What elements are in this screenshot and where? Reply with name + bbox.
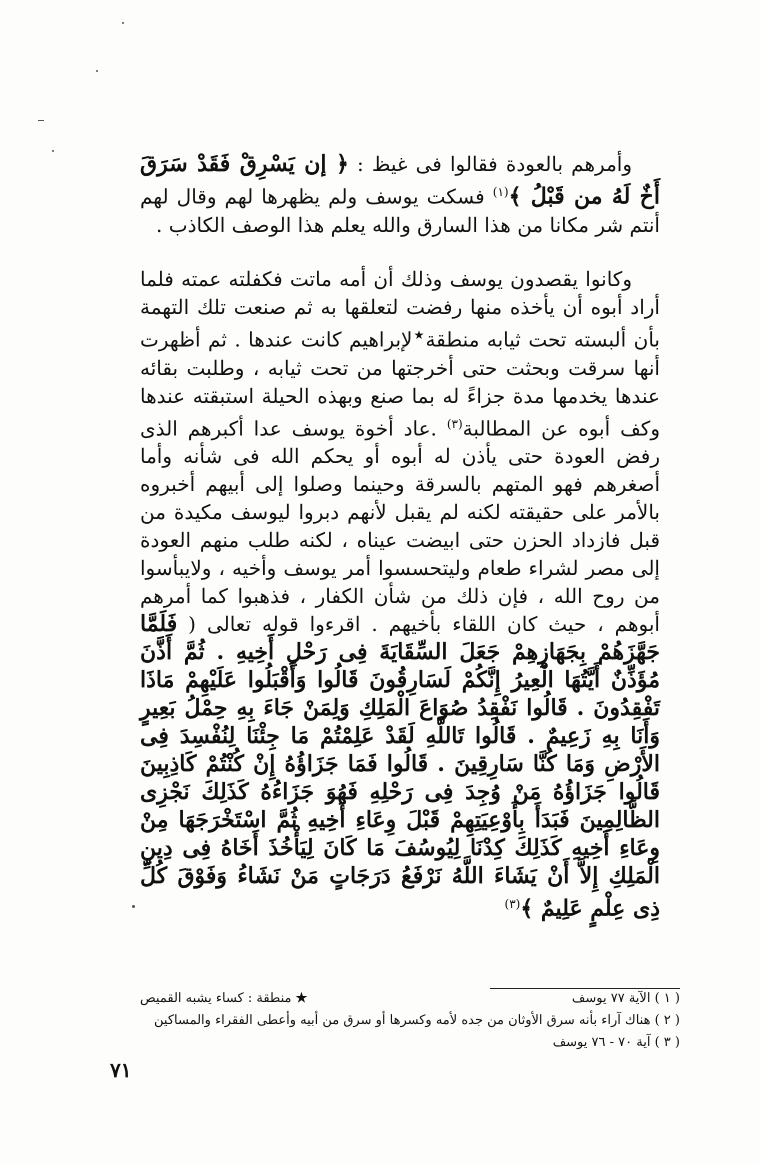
footnote-row-1 — [140, 988, 680, 1010]
paragraph-2-text-b: لإبراهيم كانت عندها . ثم أظهرت أنها سرقت وبحثت حتى أخرجتها من تحت ثيابه ، وطلبت بقائه عندها يخدمها مدة جزاءً له بما صنع وبهذه الحيلة استبقته عندها وكف أبوه عن المطالبة — [140, 327, 660, 441]
footnote-ref-1: (١) — [492, 185, 509, 199]
scan-speck — [122, 22, 124, 24]
page-number: ٧١ — [110, 1058, 132, 1082]
footnote-2: ( ٢ ) هناك آراء بأنه سرق الأوثان من جده لأمه وكسرها أو سرق من أبيه وأعطى الفقراء والمساكين — [154, 1013, 680, 1028]
scan-speck — [38, 120, 44, 121]
quran-quote-1: ﴿ إن يَسْرِقْ فَقَدْ سَرَقَ أَخٌ لَهُ من قَبْلُ ﴾ — [140, 151, 660, 210]
paragraph-1 — [140, 150, 660, 239]
footnote-3: ( ٣ ) آية ٧٠ - ٧٦ يوسف — [552, 1035, 680, 1050]
paragraph-2-text-a: وكانوا يقصدون يوسف وذلك أن أمه ماتت فكفلته عمته فلما أراد أبوه أن يأخذه منها رفضت لتعلقها به ثم صنعت تلك التهمة بأن ألبسته تحت ثيابه منطقة — [140, 267, 660, 352]
footnote-star-text: منطقة : كساء يشبه القميص — [140, 991, 292, 1006]
scan-speck — [96, 70, 98, 72]
paragraph-1-text-b: فسكت يوسف ولم يظهرها لهم وقال لهم أنتم شر مكانا من هذا السارق والله يعلم هذا الوصف الكاذب . — [140, 184, 660, 237]
footnote-rule — [490, 988, 680, 989]
star-icon: ★ — [295, 991, 308, 1006]
star-mark: ★ — [412, 328, 426, 342]
footnote-ref-3: (٣) — [504, 897, 521, 912]
scan-speck — [132, 905, 135, 908]
footnote-1: ( ١ ) الآية ٧٧ يوسف — [571, 991, 680, 1006]
scan-speck — [52, 150, 54, 152]
paragraph-2-text-c: .عاد أخوة يوسف عدا أكبرهم الذى رفض العودة حتى يأذن له أبوه أو يحكم الله فى شأنه وأما أصغرهم فهو المتهم بالسرقة وحينما وصلوا إلى أبيهم أخبروه بالأمر على حقيقته لكنه لم يقبل لأنهم دبروا ليوسف مكيدة من قبل فازداد الحزن حتى ابيضت عيناه ، لكنه طلب منهم العودة إلى مصر لشراء طعام وليتحسسوا أمر يوسف وأخيه ، ولايبأسوا من روح الله ، فإن ذلك من شأن الكفار ، فذهبوا كما أمرهم أبوهم ، حيث كان اللقاء بأخيهم . اقرءوا قوله تعالى ( — [140, 416, 660, 637]
footnote-star — [140, 988, 307, 1010]
paragraph-2 — [140, 265, 660, 923]
footnote-ref-2: (٣) — [446, 416, 463, 431]
quran-quote-2: فَلَمَّا جَهَّزَهُمْ بِجَهَازِهِمْ جَعَلَ السِّقَايَةَ فِى رَحْلِ أَخِيهِ . ثُمَّ أَذَّنَ مُؤَذِّنٌ أَيَّتُهَا الْعِيرُ إِنَّكُمْ لَسَارِقُونَ قَالُوا وَأَقْبَلُوا عَلَيْهِمْ مَاذَا تَفْقِدُونَ . قَالُوا نَفْقِدُ صُوَاعَ الْمَلِكِ وَلِمَنْ جَاءَ بِهِ حِمْلُ بَعِيرٍ وَأَنَا بِهِ زَعِيمٌ . قَالُوا تَاللَّهِ لَقَدْ عَلِمْتُمْ مَا جِئْنَا لِنُفْسِدَ فِى الأَرْضِ وَمَا كُنَّا سَارِقِينَ . قَالُوا فَمَا جَزَاؤُهُ إِنْ كُنْتُمْ كَاذِبِينَ قَالُوا جَزَاؤُهُ مَنْ وُجِدَ فِى رَحْلِهِ فَهُوَ جَزَاءُهُ كَذَلِكَ نَجْزِى الظَّالِمِينَ فَبَدَأَ بِأَوْعِيَتِهِمْ قَبْلَ وِعَاءِ أَخِيهِ ثُمَّ اسْتَخْرَجَهَا مِنْ وِعَاءِ أَخِيهِ كَذَلِكَ كِدْنَا لِيُوسُفَ مَا كَانَ لِيَأْخُذَ أَخَاهُ فِى دِينِ الْمَلِكِ إِلاَّ أَنْ يَشَاءَ اللَّهُ نَرْفَعُ دَرَجَاتٍ مَنْ نَشَاءُ وَفَوْقَ كُلِّ ذِى عِلْمٍ عَلِيمٌ ﴾ — [140, 611, 660, 922]
footnotes — [140, 988, 680, 1054]
paragraph-1-text-a: وأمرهم بالعودة فقالوا فى غيظ : — [348, 152, 632, 176]
